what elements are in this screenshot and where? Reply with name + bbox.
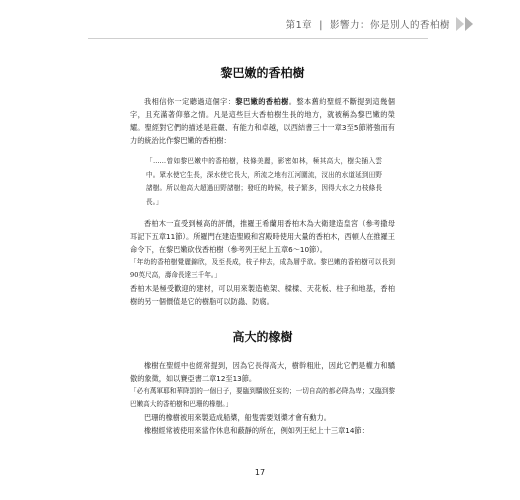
bold-phrase: 黎巴嫩的香柏樹 <box>235 97 289 106</box>
header-separator: | <box>319 20 323 31</box>
paragraph: 橡樹經常被使用來當作休息和蔽靜的所在，例如列王紀上十三章14節： <box>144 426 369 435</box>
paragraph <box>130 95 395 147</box>
header-text <box>286 17 450 31</box>
header-title: 影響力：你是別人的香柏樹 <box>329 20 450 31</box>
running-header <box>0 14 520 34</box>
paragraph-text: 我相信你一定聽過這個字： <box>144 97 236 106</box>
scripture-quote: 「年幼的香柏樹覺麗錦欣，及至長成，枝子伸去，成為層乎欲。黎巴嫩的香柏樹可以長到90英尺高，壽命長達三千年。」 <box>130 258 395 279</box>
header-chapter: 第1章 <box>285 20 313 31</box>
page-number: 17 <box>254 468 266 477</box>
section-title-oaks: 高大的橡樹 <box>232 330 293 344</box>
page-body <box>130 40 395 437</box>
paragraph-text: 。整本舊約聖經不斷提到這幾個字，且充滿著仰慕之情。凡是這些巨大香柏樹生長的地方，就被稱為黎巴嫩的榮耀。聖經對它們的描述是莊嚴、有能力和卓越，以西結書三十一章3至5節將強而有力的統治比作黎巴嫩的香柏樹： <box>130 97 395 145</box>
header-rule <box>88 38 428 39</box>
paragraph: 巴珊的橡樹被用來製造成船槳，船隻需要划槳才會有動力。 <box>144 413 331 422</box>
double-chevron-right-icon <box>454 15 482 33</box>
paragraph: 香柏木是極受歡迎的建材，可以用來製造桅架、樑樑、天花板、柱子和地基，香柏樹的另一個價值是它的樹脂可以防蟲、防腐。 <box>130 284 395 306</box>
paragraph: 橡樹在聖經中也經常提到，因為它長得高大，樹幹粗壯，因此它們是權力和驕傲的象徵，如以賽亞書二章12至13節。 <box>130 361 395 383</box>
scripture-quote: 「……曾如黎巴嫩中的香柏樹，枝條美麗，影密如林，極其高大，樹尖插入雲中。眾水使它生長，深水使它長大，所流之地有江河圍流，汊出的水道延到田野諸樹。所以他高大超過田野諸樹；發旺的時候，枝子繁多，因得大水之力枝條長長。」 <box>146 157 382 206</box>
scripture-quote: 「必有萬軍耶和華降罰的一個日子，要臨到驕傲狂妄的；一切自高的都必降為卑；又臨到黎巴嫩高大的香柏樹和巴珊的橡樹。」 <box>130 387 395 408</box>
section-title-cedars: 黎巴嫩的香柏樹 <box>220 66 305 80</box>
paragraph: 香柏木一直受到極高的評價，推羅王希蘭用香柏木為大衛建造皇宮（參考撒母耳記下五章11節）。所羅門在建造聖殿和宮殿時使用大量的香柏木，西頓人在推羅王命令下，在黎巴嫩砍伐香柏樹（參考列王紀上五章6～10節）。 <box>130 219 395 254</box>
